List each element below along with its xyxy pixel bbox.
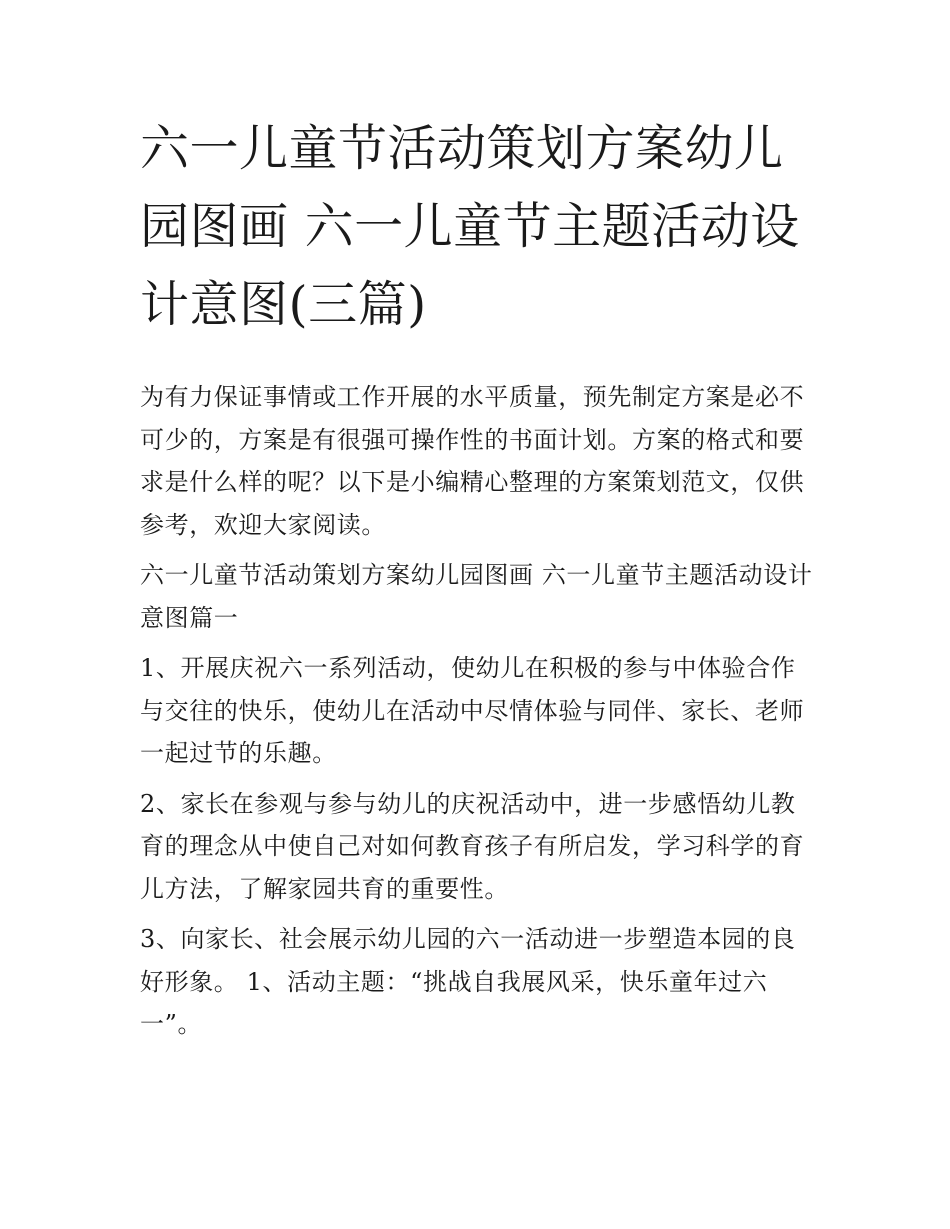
list-item-1: 1、开展庆祝六一系列活动，使幼儿在积极的参与中体验合作与交往的快乐，使幼儿在活动中尽情体验与同伴、家长、老师一起过节的乐趣。 [140,654,805,767]
section-heading: 六一儿童节活动策划方案幼儿园图画 六一儿童节主题活动设计意图篇一 [140,561,813,632]
document-title: 六一儿童节活动策划方案幼儿园图画 六一儿童节主题活动设计意图(三篇) [140,120,800,333]
document-page [140,110,820,1046]
list-item-3: 3、向家长、社会展示幼儿园的六一活动进一步塑造本园的良好形象。 1、活动主题：“挑战自我展风采，快乐童年过六一”。 [140,925,796,1038]
intro-paragraph: 为有力保证事情或工作开展的水平质量，预先制定方案是必不可少的，方案是有很强可操作性的书面计划。方案的格式和要求是什么样的呢？以下是小编精心整理的方案策划范文，仅供参考，欢迎大家阅读。 [140,383,805,539]
list-item-2: 2、家长在参观与参与幼儿的庆祝活动中，进一步感悟幼儿教育的理念从中使自己对如何教育孩子有所启发，学习科学的育儿方法，了解家园共育的重要性。 [140,789,805,903]
